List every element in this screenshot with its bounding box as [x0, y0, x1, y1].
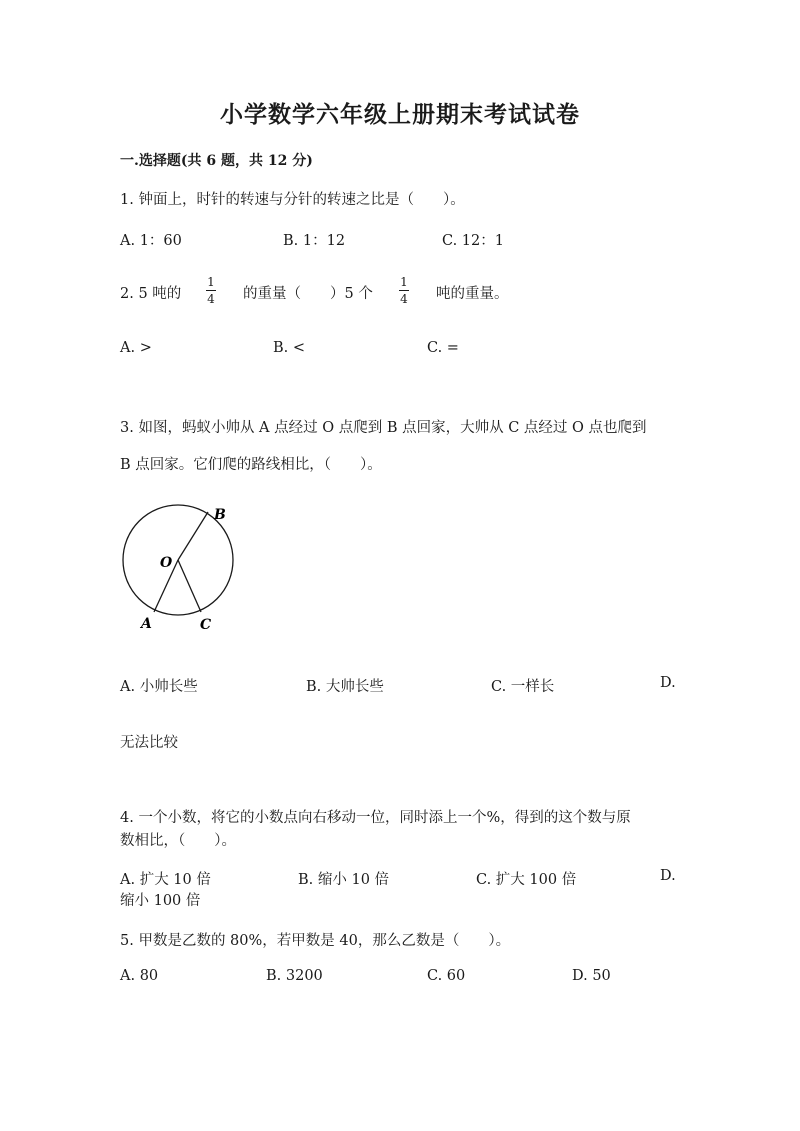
circle-figure	[112, 500, 252, 640]
question-4-option-b: B. 缩小 10 倍	[298, 872, 390, 888]
question-3-option-b: B. 大帅长些	[306, 679, 384, 695]
fraction-numerator: 1	[400, 275, 408, 289]
question-2-option-a: A. >	[120, 340, 152, 356]
question-3-option-d-text: 无法比较	[120, 735, 178, 751]
question-5-option-a: A. 80	[120, 968, 159, 984]
fraction-bar	[399, 290, 409, 291]
section-heading: 一.选择题(共 6 题，共 12 分)	[120, 153, 313, 169]
segment-ob	[178, 512, 208, 560]
question-1-option-b: B. 1：12	[283, 233, 346, 249]
question-1-option-a: A. 1：60	[120, 233, 182, 249]
question-2-part-1: 2. 5 吨的	[120, 286, 182, 302]
label-b: B	[214, 507, 226, 523]
label-c: C	[200, 617, 212, 633]
question-5-option-c: C. 60	[427, 968, 466, 984]
question-2-fraction-1	[206, 275, 216, 306]
fraction-numerator: 1	[207, 275, 215, 289]
question-3-option-d: D.	[660, 675, 676, 691]
question-3-line-2: B 点回家。它们爬的路线相比，（ ）。	[120, 457, 382, 473]
question-2-option-b: B. <	[273, 340, 306, 356]
label-a: A	[141, 616, 152, 632]
question-1-option-c: C. 12：1	[442, 233, 504, 249]
question-4-option-d: D.	[660, 868, 676, 884]
question-2-part-2: 的重量（ ）5 个	[243, 286, 373, 302]
question-4-line-1: 4. 一个小数，将它的小数点向右移动一位，同时添上一个%，得到的这个数与原	[120, 810, 631, 826]
fraction-bar	[206, 290, 216, 291]
question-1-stem: 1. 钟面上，时针的转速与分针的转速之比是（ ）。	[120, 192, 465, 208]
question-3-option-a: A. 小帅长些	[120, 679, 198, 695]
segment-oc	[178, 560, 201, 612]
question-4-option-d-text: 缩小 100 倍	[120, 893, 201, 909]
question-5-option-d: D. 50	[572, 968, 611, 984]
label-o: O	[160, 555, 173, 571]
fraction-denominator: 4	[207, 292, 215, 306]
question-2-fraction-2	[399, 275, 409, 306]
question-3-line-1: 3. 如图，蚂蚁小帅从 A 点经过 O 点爬到 B 点回家，大帅从 C 点经过 O 点也爬到	[120, 420, 647, 436]
question-5-stem: 5. 甲数是乙数的 80%，若甲数是 40，那么乙数是（ ）。	[120, 933, 511, 949]
question-4-option-a: A. 扩大 10 倍	[120, 872, 211, 888]
question-3-option-c: C. 一样长	[491, 679, 555, 695]
question-4-option-c: C. 扩大 100 倍	[476, 872, 577, 888]
question-2-part-3: 吨的重量。	[436, 286, 509, 302]
question-5-option-b: B. 3200	[266, 968, 323, 984]
page-title: 小学数学六年级上册期末考试试卷	[220, 101, 580, 128]
fraction-denominator: 4	[400, 292, 408, 306]
question-2-option-c: C. =	[427, 340, 459, 356]
question-4-line-2: 数相比，（ ）。	[120, 833, 236, 849]
